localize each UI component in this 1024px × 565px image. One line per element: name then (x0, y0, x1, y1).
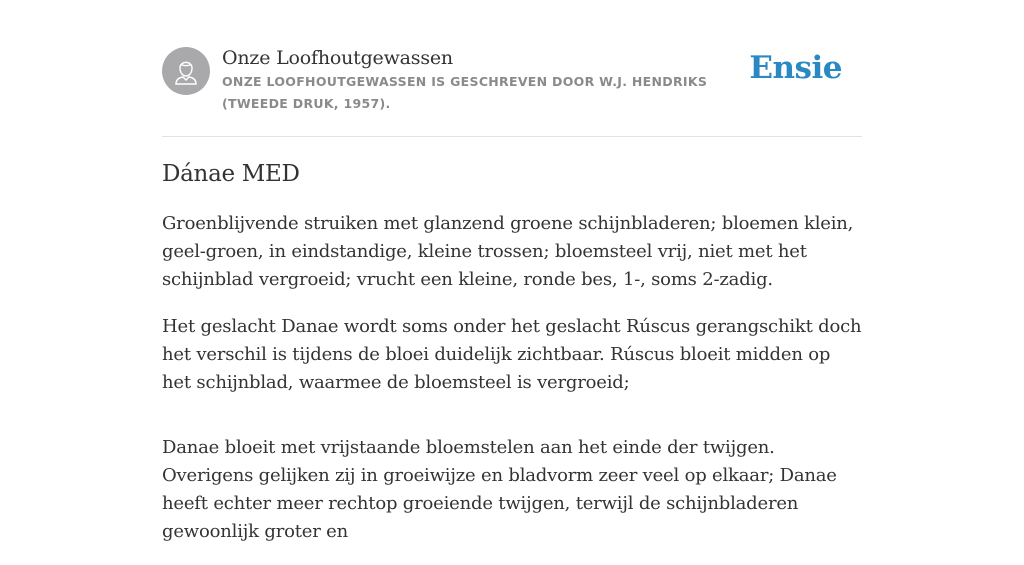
entry-title: Dánae MED (162, 161, 300, 187)
user-icon (162, 47, 210, 95)
entry-paragraph: Danae bloeit met vrijstaande bloemstelen aan het einde der twijgen. Overigens gelijken zij in groeiwijze en bladvorm zeer veel op elkaar; Danae heeft echter meer rechtop groeiende twijgen, terwijl de schijnbladeren gewoonlijk groter en (162, 437, 837, 542)
entry-paragraph: Groenblijvende struiken met glanzend groene schijnbladeren; bloemen klein, geel-groen, in eindstandige, kleine trossen; bloemsteel vrij, niet met het schijnblad vergroeid; vrucht een kleine, ronde bes, 1-, soms 2-zadig. (162, 213, 854, 290)
ensie-logo[interactable]: Ensie (749, 50, 842, 86)
source-title[interactable]: Onze Loofhoutgewassen (222, 47, 453, 69)
entry-content (162, 158, 862, 565)
source-description: ONZE LOOFHOUTGEWASSEN IS GESCHREVEN DOOR W.J. HENDRIKS (TWEEDE DRUK, 1957). (222, 74, 708, 111)
source-meta (222, 44, 762, 115)
entry-paragraph: Het geslacht Danae wordt soms onder het geslacht Rúscus gerangschikt doch het verschil is tijdens de bloei duidelijk zichtbaar. Rúscus bloeit midden op het schijnblad, waarmee de bloemsteel is vergroeid; (162, 316, 862, 393)
source-header (162, 44, 862, 137)
